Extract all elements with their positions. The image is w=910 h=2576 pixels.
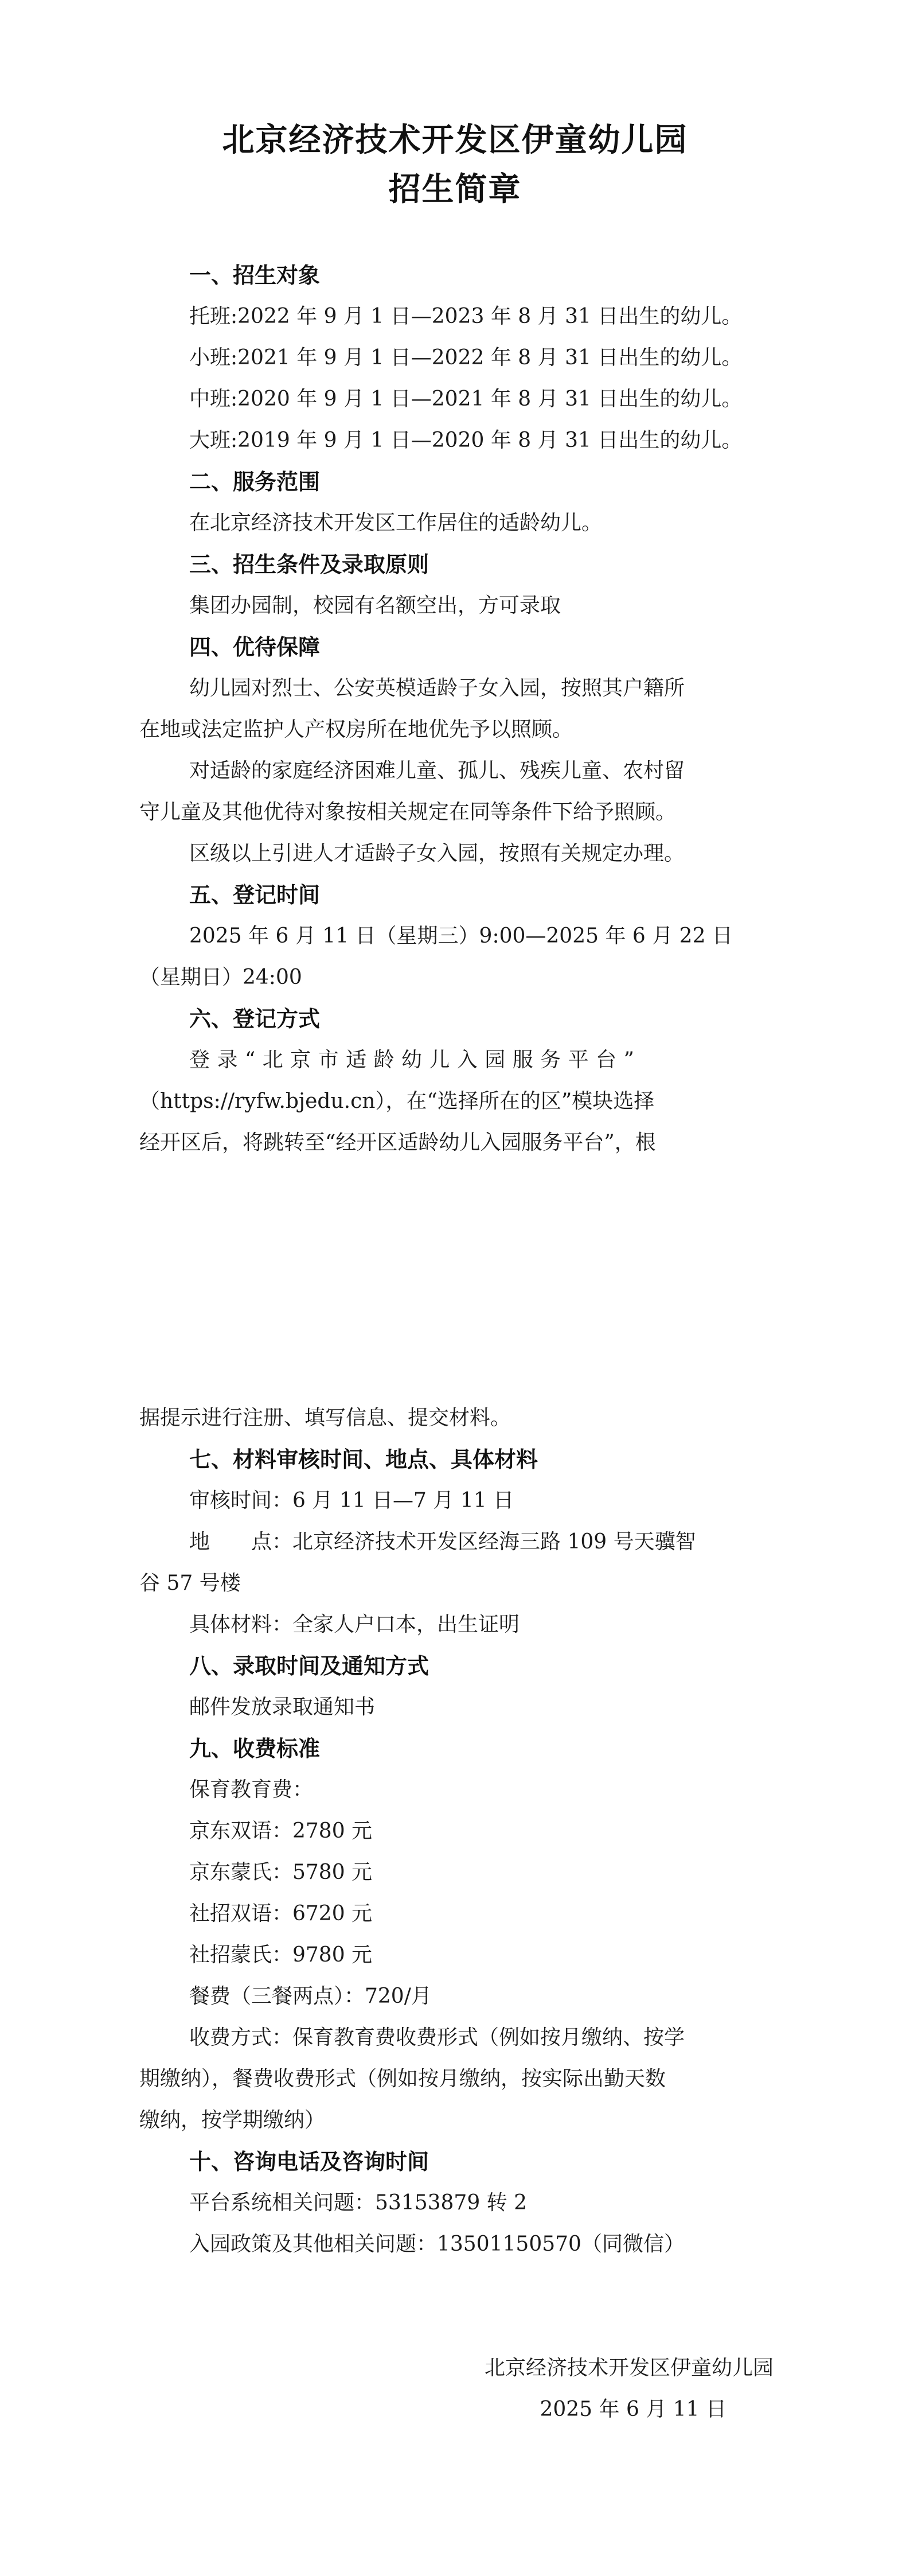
text-line: 餐费（三餐两点）：720/月 [189, 1984, 432, 2008]
text-line: 对适龄的家庭经济困难儿童、孤儿、残疾儿童、农村留 [189, 759, 685, 783]
text-line: 区级以上引进人才适龄子女入园，按照有关规定办理。 [189, 842, 685, 865]
text-line: 中班:2020 年 9 月 1 日—2021 年 8 月 31 日出生的幼儿。 [189, 387, 743, 411]
signature-organization: 北京经济技术开发区伊童幼儿园 [484, 2356, 774, 2380]
text-line: 在北京经济技术开发区工作居住的适龄幼儿。 [189, 511, 603, 535]
document-title: 北京经济技术开发区伊童幼儿园 [222, 122, 688, 159]
text-line: 在地或法定监护人产权房所在地优先予以照顾。 [139, 718, 573, 741]
section-heading-admission-rules: 三、招生条件及录取原则 [189, 552, 429, 577]
text-line: 大班:2019 年 9 月 1 日—2020 年 8 月 31 日出生的幼儿。 [189, 429, 743, 452]
section-heading-notification: 八、录取时间及通知方式 [189, 1653, 429, 1679]
text-line: 幼儿园对烈士、公安英模适龄子女入园，按照其户籍所 [189, 676, 685, 700]
text-line: 期缴纳），餐费收费形式（例如按月缴纳，按实际出勤天数 [139, 2067, 666, 2091]
text-line: 入园政策及其他相关问题：13501150570（同微信） [189, 2232, 685, 2256]
section-heading-fees: 九、收费标准 [189, 1736, 321, 1761]
text-line: 缴纳，按学期缴纳） [139, 2108, 326, 2132]
text-line: 京东双语：2780 元 [189, 1819, 373, 1843]
section-heading-priority: 四、优待保障 [189, 635, 321, 660]
text-line: 社招蒙氏：9780 元 [189, 1943, 373, 1967]
section-heading-registration-time: 五、登记时间 [189, 882, 321, 908]
text-line: 托班:2022 年 9 月 1 日—2023 年 8 月 31 日出生的幼儿。 [189, 305, 743, 328]
text-line: 收费方式：保育教育费收费形式（例如按月缴纳、按学 [189, 2026, 685, 2049]
text-line: 据提示进行注册、填写信息、提交材料。 [139, 1406, 511, 1430]
section-heading-service-area: 二、服务范围 [189, 469, 321, 495]
section-heading-review: 七、材料审核时间、地点、具体材料 [189, 1447, 538, 1472]
document-subtitle: 招生简章 [388, 171, 522, 208]
text-line: 守儿童及其他优待对象按相关规定在同等条件下给予照顾。 [139, 800, 677, 824]
text-line: 集团办园制，校园有名额空出，方可录取 [189, 594, 561, 617]
text-line: 社招双语：6720 元 [189, 1902, 373, 1925]
signature-date: 2025 年 6 月 11 日 [540, 2398, 727, 2421]
section-heading-eligibility: 一、招生对象 [189, 263, 321, 288]
text-line: 京东蒙氏：5780 元 [189, 1861, 373, 1884]
section-heading-registration-method: 六、登记方式 [189, 1006, 321, 1032]
text-line: 地 点：北京经济技术开发区经海三路 109 号天骥智 [189, 1530, 696, 1554]
text-line: 谷 57 号楼 [139, 1571, 241, 1595]
text-line: 平台系统相关问题：53153879 转 2 [189, 2191, 528, 2215]
text-line: 审核时间：6 月 11 日—7 月 11 日 [189, 1489, 514, 1512]
text-line: （https://ryfw.bjedu.cn），在“选择所在的区”模块选择 [139, 1089, 655, 1113]
text-line: 登 录 “ 北 京 市 适 龄 幼 儿 入 园 服 务 平 台 ” [189, 1048, 635, 1072]
text-line: 小班:2021 年 9 月 1 日—2022 年 8 月 31 日出生的幼儿。 [189, 346, 743, 369]
section-heading-contact: 十、咨询电话及咨询时间 [189, 2149, 429, 2174]
text-line: 具体材料：全家人户口本，出生证明 [189, 1613, 520, 1636]
text-line: 2025 年 6 月 11 日（星期三）9:00—2025 年 6 月 22 日 [189, 924, 733, 948]
text-line: 经开区后，将跳转至“经开区适龄幼儿入园服务平台”，根 [139, 1131, 656, 1154]
text-line: （星期日）24:00 [139, 966, 302, 989]
text-line: 保育教育费： [189, 1778, 314, 1801]
text-line: 邮件发放录取通知书 [189, 1695, 376, 1719]
